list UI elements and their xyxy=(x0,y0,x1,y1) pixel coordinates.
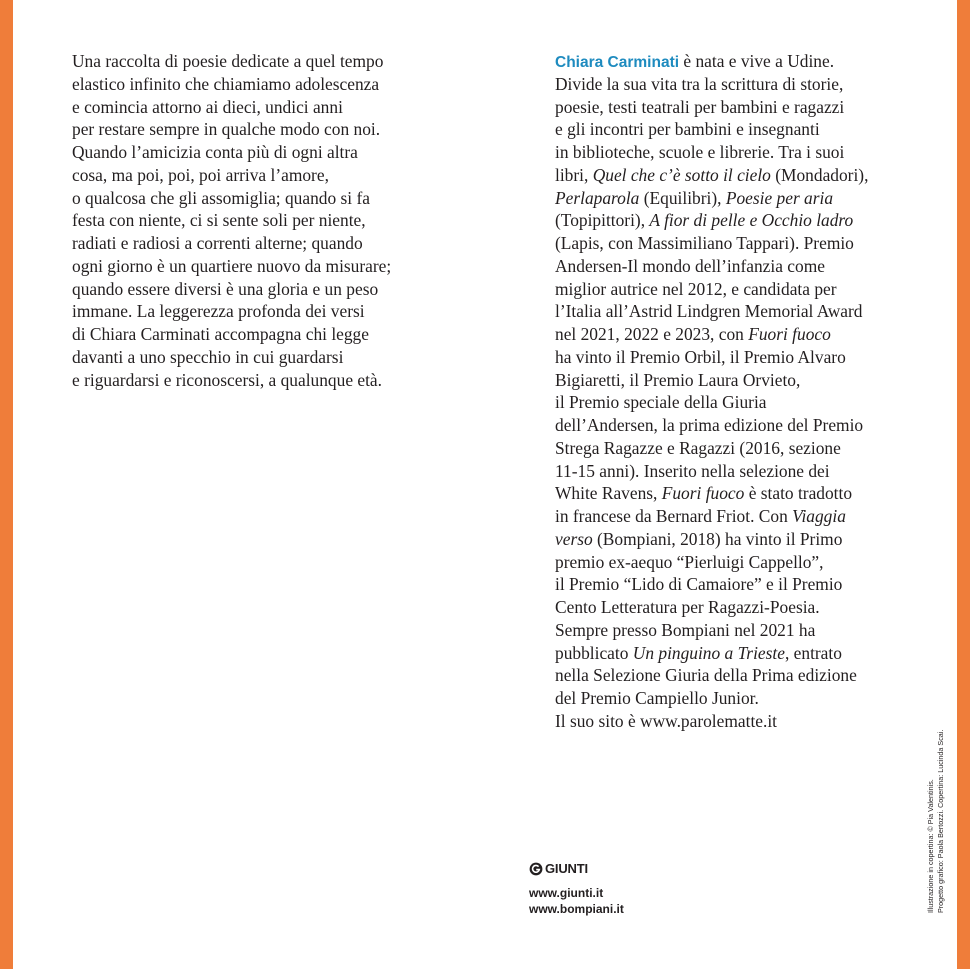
synopsis-line: festa con niente, ci si sente soli per niente, xyxy=(72,210,366,231)
giunti-logo-icon xyxy=(529,862,543,876)
website-bompiani: www.bompiani.it xyxy=(529,902,624,916)
bio-line: poesie, testi teatrali per bambini e ragazzi xyxy=(555,96,845,117)
bio-line: miglior autrice nel 2012, e candidata per xyxy=(555,278,837,299)
book-title: Fuori fuoco xyxy=(748,324,831,344)
book-title: verso xyxy=(555,528,593,549)
book-title: Un pinguino a Trieste xyxy=(632,642,785,663)
bio-line: 11-15 anni). Inserito nella selezione dei xyxy=(555,460,830,481)
bio-line: Bigiaretti, il Premio Laura Orvieto, xyxy=(555,369,801,390)
bio-line: nella Selezione Giuria della Prima edizione xyxy=(555,665,857,686)
bio-line: libri, Quel che c’è sotto il cielo (Mondadori), xyxy=(555,164,869,185)
bio-line: l’Italia all’Astrid Lindgren Memorial Award xyxy=(555,301,863,322)
bio-line: Sempre presso Bompiani nel 2021 ha xyxy=(555,619,816,640)
bio-line: nel 2021, 2022 e 2023, con Fuori fuoco xyxy=(555,324,831,344)
bio-line: in biblioteche, scuole e librerie. Tra i suoi xyxy=(555,142,845,162)
bio-line: ha vinto il Premio Orbil, il Premio Alvaro xyxy=(555,346,846,367)
bio-line: Chiara Carminati è nata e vive a Udine. xyxy=(555,51,835,71)
synopsis-line: immane. La leggerezza profonda dei versi xyxy=(72,301,365,322)
synopsis-line: radiati e radiosi a correnti alterne; quando xyxy=(72,233,363,253)
bio-line: Cento Letteratura per Ragazzi-Poesia. xyxy=(555,597,820,617)
book-title: Quel che c’è sotto il cielo xyxy=(592,164,771,185)
bio-line: pubblicato Un pinguino a Trieste, entrato xyxy=(555,642,842,663)
synopsis-line: di Chiara Carminati accompagna chi legge xyxy=(72,324,369,344)
bio-line: (Lapis, con Massimiliano Tappari). Premio xyxy=(555,233,854,253)
bio-line: Perlaparola (Equilibri), Poesie per aria xyxy=(555,187,834,208)
synopsis-text xyxy=(72,50,391,391)
author-name: Chiara Carminati xyxy=(555,54,680,71)
book-title: Fuori fuoco xyxy=(661,483,745,504)
synopsis-line: Quando l’amicizia conta più di ogni altra xyxy=(72,142,358,162)
bio-line: e gli incontri per bambini e insegnanti xyxy=(555,119,820,140)
book-title: A fior di pelle e Occhio ladro xyxy=(649,210,854,231)
bio-line: dell’Andersen, la prima edizione del Premio xyxy=(555,415,864,435)
synopsis-line: per restare sempre in qualche modo con noi. xyxy=(72,119,381,140)
synopsis-line: quando essere diversi è una gloria e un peso xyxy=(72,278,379,299)
bio-line: Andersen-Il mondo dell’infanzia come xyxy=(555,255,825,276)
synopsis-line: e comincia attorno ai dieci, undici anni xyxy=(72,96,343,117)
bio-line: White Ravens, Fuori fuoco è stato tradotto xyxy=(555,483,853,504)
bio-line: (Topipittori), A fior di pelle e Occhio ladro xyxy=(555,210,854,231)
book-title: Viaggia xyxy=(792,506,846,526)
book-title: Perlaparola xyxy=(555,187,640,208)
bio-line: il Premio “Lido di Camaiore” e il Premio xyxy=(555,574,843,595)
synopsis-line: elastico infinito che chiamiamo adolescenza xyxy=(72,73,380,94)
synopsis-line: davanti a uno specchio in cui guardarsi xyxy=(72,346,344,367)
publisher-logo xyxy=(529,861,588,876)
bio-line: premio ex-aequo “Pierluigi Cappello”, xyxy=(555,551,824,572)
book-title: Poesie per aria xyxy=(725,187,834,208)
credit-design: Progetto grafico: Paola Bertozzi. Copertina: Lucinda Scai. xyxy=(935,729,945,913)
bio-line: del Premio Campiello Junior. xyxy=(555,688,759,708)
bio-line: il Premio speciale della Giuria xyxy=(555,392,767,413)
website-giunti: www.giunti.it xyxy=(529,886,604,900)
synopsis-line: ogni giorno è un quartiere nuovo da misurare; xyxy=(72,255,392,276)
synopsis-line: Una raccolta di poesie dedicate a quel tempo xyxy=(72,51,384,71)
bio-line: Divide la sua vita tra la scrittura di storie, xyxy=(555,73,844,94)
cover-credits xyxy=(926,730,945,913)
bio-line: verso (Bompiani, 2018) ha vinto il Primo xyxy=(555,528,843,549)
bio-line: Strega Ragazze e Ragazzi (2016, sezione xyxy=(555,437,841,458)
publisher-name: GIUNTI xyxy=(545,861,588,876)
synopsis-line: e riguardarsi e riconoscersi, a qualunque età. xyxy=(72,369,382,390)
credit-illustration: Illustrazione in copertina: © Pia Valentinis. xyxy=(926,779,935,913)
publisher-websites xyxy=(529,885,624,917)
synopsis-line: cosa, ma poi, poi, poi arriva l’amore, xyxy=(72,164,329,185)
right-orange-band xyxy=(957,0,970,969)
author-bio xyxy=(555,50,868,733)
left-orange-band xyxy=(0,0,13,969)
synopsis-line: o qualcosa che gli assomiglia; quando si fa xyxy=(72,187,370,208)
bio-line: in francese da Bernard Friot. Con Viaggia xyxy=(555,506,846,526)
bio-line: Il suo sito è www.parolematte.it xyxy=(555,710,778,731)
